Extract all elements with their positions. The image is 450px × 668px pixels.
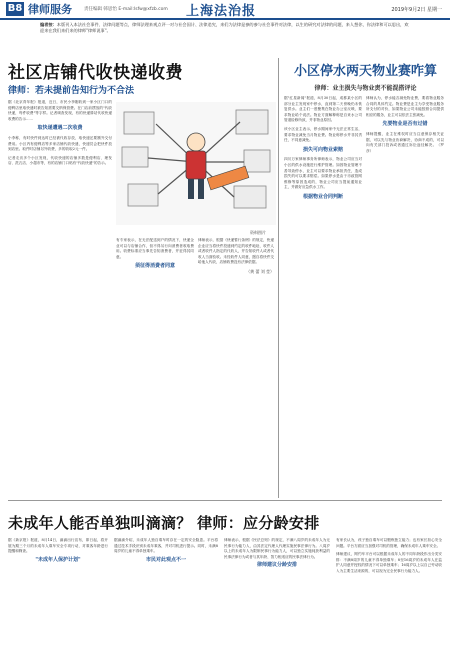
article2-title: 小区停水两天物业赛咋算 [293,64,437,79]
article2-subhead-c: 先要物业是否有过错 [382,121,428,128]
newspaper-logo: 上海法治报 [186,4,257,19]
article3-subhead-b: 市民对此观点不一 [145,556,186,563]
article3-body-d: 有家长认为，孩子独自乘车可以锻炼独立能力；也有家长担心安全问题。平台方面应当加强对司机的管理，确保未成年人乘车安全。 [336,538,442,548]
article2-body-b: 该小区业主表示，停水期间家中无法正常生活，要求物业减免当月物业费。物业称停水并非其责任，不同意减免。 [284,126,362,143]
article3-column-3 [224,538,330,664]
article3-subhead-c: 律师建议分龄安排 [256,562,297,569]
article2-body-a: 据"红星新闻"报道，8月30日起，成都某小区的部分业主发现家中停水，直到第二天傍晚仍未恢复供水。业主们一度聚集在物业办公室反映，要求物业给个说法。物业方面解释称是自来水公司管道检修所致，并非物业原因。 [284,96,362,123]
article2-subhead-b: 根据物业合同判断 [302,193,343,200]
article2-subtitle: 律师：业主损失与物业责不能混搭评论 [314,85,417,92]
editor-note-text: 本版刊入本法社会事件、法律问题等点，律师法理来观点评一对与社会国计、法律追究，来们为法律是参的参与社会事件对法律，以生的研究对法律的问题，来人想你，你法律和可以思出，欢迎来在我们来们来的律师"律师说事"。 [40,22,409,33]
article1-body-c: 记者走访多个小区发现，代收快递的店铺多数是便利店、理发店、洗衣店、小超市等，有的店铺门口贴有"代收快递"的告示。 [8,155,112,166]
article3-body-e: 律师建议，网约车平台可以根据未成年人的不同年龄段作出分类安排：不满8周岁的儿童不得单独乘车；8至16周岁的未成年人在监护人同意并授权的情况下可以单独乘车；16周岁以上以自己劳动收入为主要生活来源的，可以视为完全民事行为能力人。 [336,552,442,573]
article3-column-2 [114,538,218,664]
article3-body-c: 律师表示，根据《民法总则》的规定，不满八周岁的未成年人为无民事行为能力人，由其法定代理人代理实施民事法律行为。八周岁以上的未成年人为限制民事行为能力人，可以独立实施纯获利益的民事法律行为或者与其年龄、智力相适应的民事法律行为。 [224,538,330,559]
article1-body-a: 据《北京青年报》报道，近日，市民小李刚收到一家小区门口的便利店里取快递时被告知需要交纳保管费。在门店前摆放的"代收快递，每件收费"等字样。记者调查发现，有的快递驿站代收快递收费的告示…… [8,100,112,121]
article2-column-1 [284,96,362,496]
cartoon-illustration [116,102,276,225]
illustration-caption: 资料图片 [250,230,266,235]
article2-body-c: 四川万家律师事务所律师表示，物业公司应当对小区的供水设施进行维护管理。如因物业管理不善导致停水，业主可以要求物业承担责任，造成损失的可以要求赔偿。如果停水是由于市政管网维修等原因造成的，物业公司应当提前通知业主，并做好应急供水工作。 [284,157,362,190]
article1-body-d: 有专家表示，在无法配送到户的情况下，快递企业可以与店铺合作，但不得另行向消费者收取费用。收费标准应当事先告知消费者，并征得其同意。 [116,238,194,259]
article2-subhead-a: 损失可向物业索赔 [302,146,343,153]
article1-body-b: 小李称，有时快件到达时已经被代收存放，取快递还要额外交付费用。小区内有便利店等多家店铺代收快递，快递员会把快件放到店里。取件时店铺另外收费，多的收取2元一件。 [8,135,112,152]
article1-byline: （黄 蕾 刘 莹） [246,268,274,274]
article3-column-1 [8,538,108,664]
horizontal-separator [8,500,442,501]
article2-body-d: 律师认为，停水能否减免物业费，要看物业服务合同的具体约定。物业费是业主为享受物业服务所支付的对价，如果物业公司未能按照合同提供相应的服务，业主可以依法主张减免。 [366,96,444,117]
article1-column-2 [116,238,194,496]
editor-meta: 责任编辑 韩思怡 E-mail:lsfw@xfzb.com [84,7,168,12]
editor-note-label: 编者按： [40,22,57,27]
issue-date: 2019年9月2日 星期一 [391,7,442,13]
article1-title: 社区店铺代收快递收费 [8,63,183,83]
article3-title: 未成年人能否单独叫滴滴？ 律师：应分龄安排 [8,514,320,532]
article3-column-4 [336,538,442,664]
column-separator [278,58,279,498]
article2-body-e: 律师提醒，业主在维权时应当注意保存相关证据，可以先与物业协商解决，协商不成的，可以向有关部门投诉或者通过诉讼途径解决。（罗 彦） [366,131,444,153]
article1-body-e: 律师表示，根据《快递暂行条例》的规定，快递企业应当将快件投递到约定的收件地址、收件人或者收件人指定的代收人，并告知收件人或者代收人当面验收。未经收件人同意，擅自将快件交给他人代收，店铺收费没有法律依据。 [198,238,274,265]
page-number: B8 [7,3,23,14]
article1-subtitle: 律师：若未提前告知行为不合法 [8,86,135,96]
section-name: 律师服务 [28,3,72,16]
article1-column-3 [198,238,274,496]
article3-body-a: 据《新京报》报道，8月14日，滴滴出行宣布，即日起，将开展为期三个月的未成年人乘车安全专项行动，对乘客年龄进行提醒和筛查。 [8,538,108,554]
article1-subhead-b: 须征得消费者同意 [134,263,175,270]
editor-note [40,22,410,34]
article2-column-2 [366,96,444,496]
article1-subhead-a: 取快递遭遇二次收费 [37,125,83,132]
article3-body-b: 据滴滴介绍，未成年人独自乘车时存在一定的安全隐患。平台将通过技术手段识别未成年乘客，并对司机进行提示。同时，未满8周岁的儿童不得单独乘车。 [114,538,218,554]
article3-subhead-a: "未成年人保护计划" [35,556,81,563]
article1-column-1 [8,100,112,496]
